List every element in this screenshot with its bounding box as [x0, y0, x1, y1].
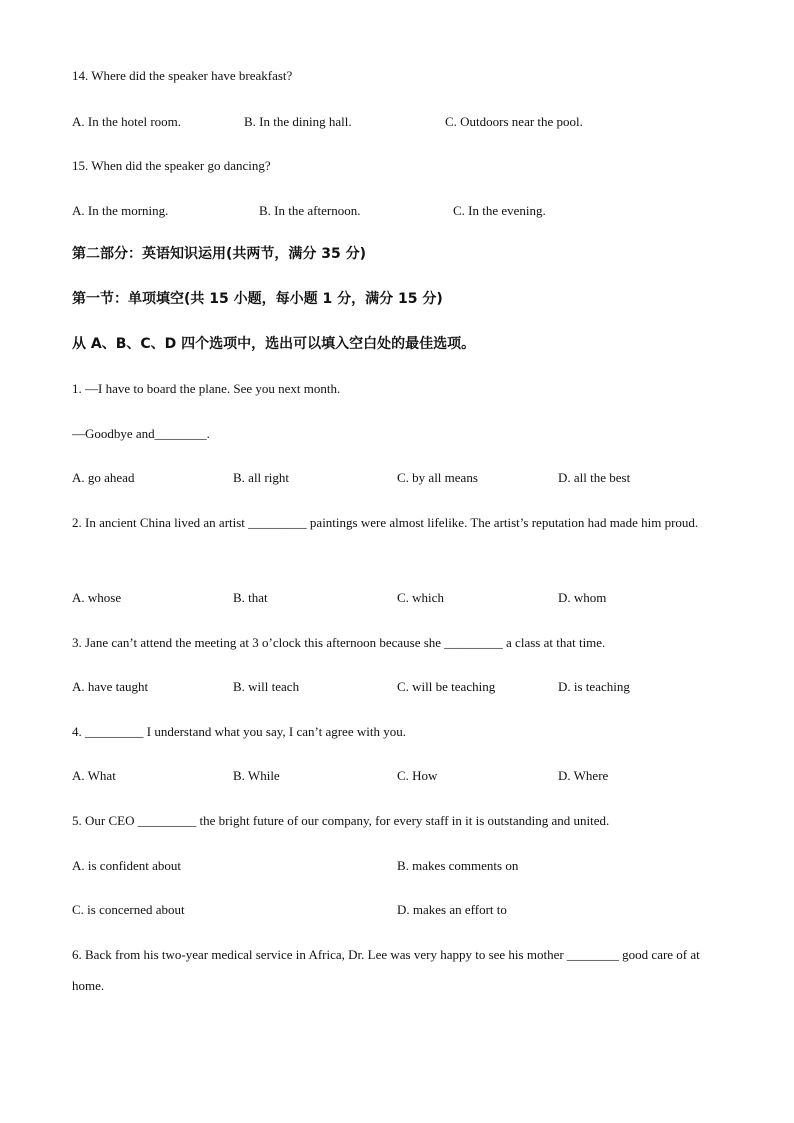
- q3-option-d: D. is teaching: [558, 679, 630, 694]
- q14-option-a: A. In the hotel room.: [72, 114, 182, 129]
- q3-option-b: B. will teach: [233, 679, 300, 694]
- question-2-stem: 2. In ancient China lived an artist _________ paintings were almost lifelike. The artist’s reputation had made him proud.: [72, 515, 699, 530]
- question-6-stem: 6. Back from his two-year medical service in Africa, Dr. Lee was very happy to see his mother ________ good care of at home.: [72, 947, 700, 993]
- q1-option-d: D. all the best: [558, 470, 631, 485]
- q2-option-d: D. whom: [558, 590, 607, 605]
- q4-option-a: A. What: [72, 768, 116, 783]
- q3-option-c: C. will be teaching: [397, 679, 496, 694]
- q5-option-a: A. is confident about: [72, 858, 182, 873]
- q3-option-a: A. have taught: [72, 679, 149, 694]
- q1-option-a: A. go ahead: [72, 470, 135, 485]
- question-5-stem: 5. Our CEO _________ the bright future of our company, for every staff in it is outstanding and united.: [72, 813, 610, 828]
- q14-option-c: C. Outdoors near the pool.: [445, 114, 583, 129]
- question-4-stem: 4. _________ I understand what you say, I can’t agree with you.: [72, 724, 406, 739]
- question-14-stem: 14. Where did the speaker have breakfast?: [72, 68, 293, 83]
- q1-option-c: C. by all means: [397, 470, 478, 485]
- q2-option-a: A. whose: [72, 590, 122, 605]
- part-title: 第二部分：英语知识运用(共两节，满分 35 分): [72, 246, 367, 262]
- q14-option-b: B. In the dining hall.: [244, 114, 352, 129]
- q2-option-c: C. which: [397, 590, 444, 605]
- section-instruction: 从 A、B、C、D 四个选项中，选出可以填入空白处的最佳选项。: [72, 336, 476, 352]
- subsection-title: 第一节：单项填空(共 15 小题，每小题 1 分，满分 15 分): [72, 291, 443, 307]
- q4-option-b: B. While: [233, 768, 280, 783]
- q15-option-c: C. In the evening.: [453, 203, 546, 218]
- question-1-stem: 1. —I have to board the plane. See you next month.: [72, 381, 341, 396]
- q2-option-b: B. that: [233, 590, 268, 605]
- q5-option-c: C. is concerned about: [72, 902, 185, 917]
- question-1-reply: —Goodbye and________.: [72, 426, 210, 441]
- q4-option-c: C. How: [397, 768, 438, 783]
- question-15-stem: 15. When did the speaker go dancing?: [72, 158, 271, 173]
- q15-option-b: B. In the afternoon.: [259, 203, 361, 218]
- q5-option-d: D. makes an effort to: [397, 902, 507, 917]
- question-3-stem: 3. Jane can’t attend the meeting at 3 o’clock this afternoon because she _________ a class at that time.: [72, 635, 606, 650]
- q15-option-a: A. In the morning.: [72, 203, 169, 218]
- q4-option-d: D. Where: [558, 768, 609, 783]
- q1-option-b: B. all right: [233, 470, 289, 485]
- q5-option-b: B. makes comments on: [397, 858, 519, 873]
